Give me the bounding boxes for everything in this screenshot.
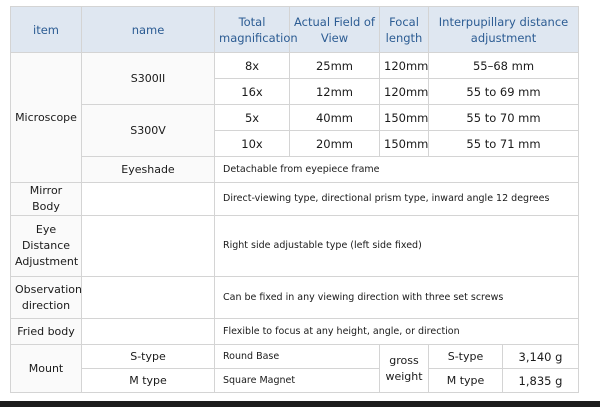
field-of-view-cell: 20mm — [290, 131, 380, 157]
bottom-divider — [0, 401, 600, 407]
fried-body-label: Fried body — [11, 319, 82, 345]
mount-type-cell: S-type — [82, 345, 215, 369]
mirror-body-label: Mirror Body — [11, 183, 82, 216]
model-name-s300v: S300V — [82, 105, 215, 157]
weight-value-cell: 1,835 g — [503, 369, 579, 393]
header-ipd: Interpupillary distance adjustment — [429, 7, 579, 53]
weight-type-cell: M type — [429, 369, 503, 393]
mount-label: Mount — [11, 345, 82, 393]
mirror-body-desc: Direct-viewing type, directional prism type, inward angle 12 degrees — [215, 183, 579, 216]
ipd-cell: 55 to 71 mm — [429, 131, 579, 157]
ipd-cell: 55 to 70 mm — [429, 105, 579, 131]
header-item: item — [11, 7, 82, 53]
table-row — [11, 53, 579, 79]
ipd-cell: 55 to 69 mm — [429, 79, 579, 105]
header-focal-length: Focal length — [380, 7, 429, 53]
field-of-view-cell: 12mm — [290, 79, 380, 105]
table-row — [11, 157, 579, 183]
eye-distance-desc: Right side adjustable type (left side fixed) — [215, 216, 579, 277]
eye-distance-label: Eye Distance Adjustment — [11, 216, 82, 277]
header-row — [11, 7, 579, 53]
mount-base-cell: Square Magnet — [215, 369, 380, 393]
table-row — [11, 345, 579, 369]
table-row — [11, 369, 579, 393]
magnification-cell: 16x — [215, 79, 290, 105]
magnification-cell: 5x — [215, 105, 290, 131]
empty-cell — [82, 183, 215, 216]
gross-weight-label: gross weight — [380, 345, 429, 393]
focal-length-cell: 150mm — [380, 105, 429, 131]
table-row — [11, 105, 579, 131]
magnification-cell: 10x — [215, 131, 290, 157]
header-name: name — [82, 7, 215, 53]
model-name-s300ii: S300II — [82, 53, 215, 105]
table-row — [11, 277, 579, 319]
field-of-view-cell: 25mm — [290, 53, 380, 79]
ipd-cell: 55–68 mm — [429, 53, 579, 79]
spec-table — [10, 6, 579, 393]
eyeshade-label: Eyeshade — [82, 157, 215, 183]
eyeshade-desc: Detachable from eyepiece frame — [215, 157, 579, 183]
focal-length-cell: 150mm — [380, 131, 429, 157]
fried-body-desc: Flexible to focus at any height, angle, or direction — [215, 319, 579, 345]
header-field-of-view: Actual Field of View — [290, 7, 380, 53]
observation-label: Observation direction — [11, 277, 82, 319]
table-row — [11, 319, 579, 345]
empty-cell — [82, 319, 215, 345]
weight-type-cell: S-type — [429, 345, 503, 369]
table-row — [11, 216, 579, 277]
focal-length-cell: 120mm — [380, 53, 429, 79]
microscope-label: Microscope — [11, 53, 82, 183]
focal-length-cell: 120mm — [380, 79, 429, 105]
mount-base-cell: Round Base — [215, 345, 380, 369]
field-of-view-cell: 40mm — [290, 105, 380, 131]
empty-cell — [82, 216, 215, 277]
table-row — [11, 183, 579, 216]
header-total-magnification: Total magnification — [215, 7, 290, 53]
observation-desc: Can be fixed in any viewing direction with three set screws — [215, 277, 579, 319]
empty-cell — [82, 277, 215, 319]
magnification-cell: 8x — [215, 53, 290, 79]
weight-value-cell: 3,140 g — [503, 345, 579, 369]
mount-type-cell: M type — [82, 369, 215, 393]
